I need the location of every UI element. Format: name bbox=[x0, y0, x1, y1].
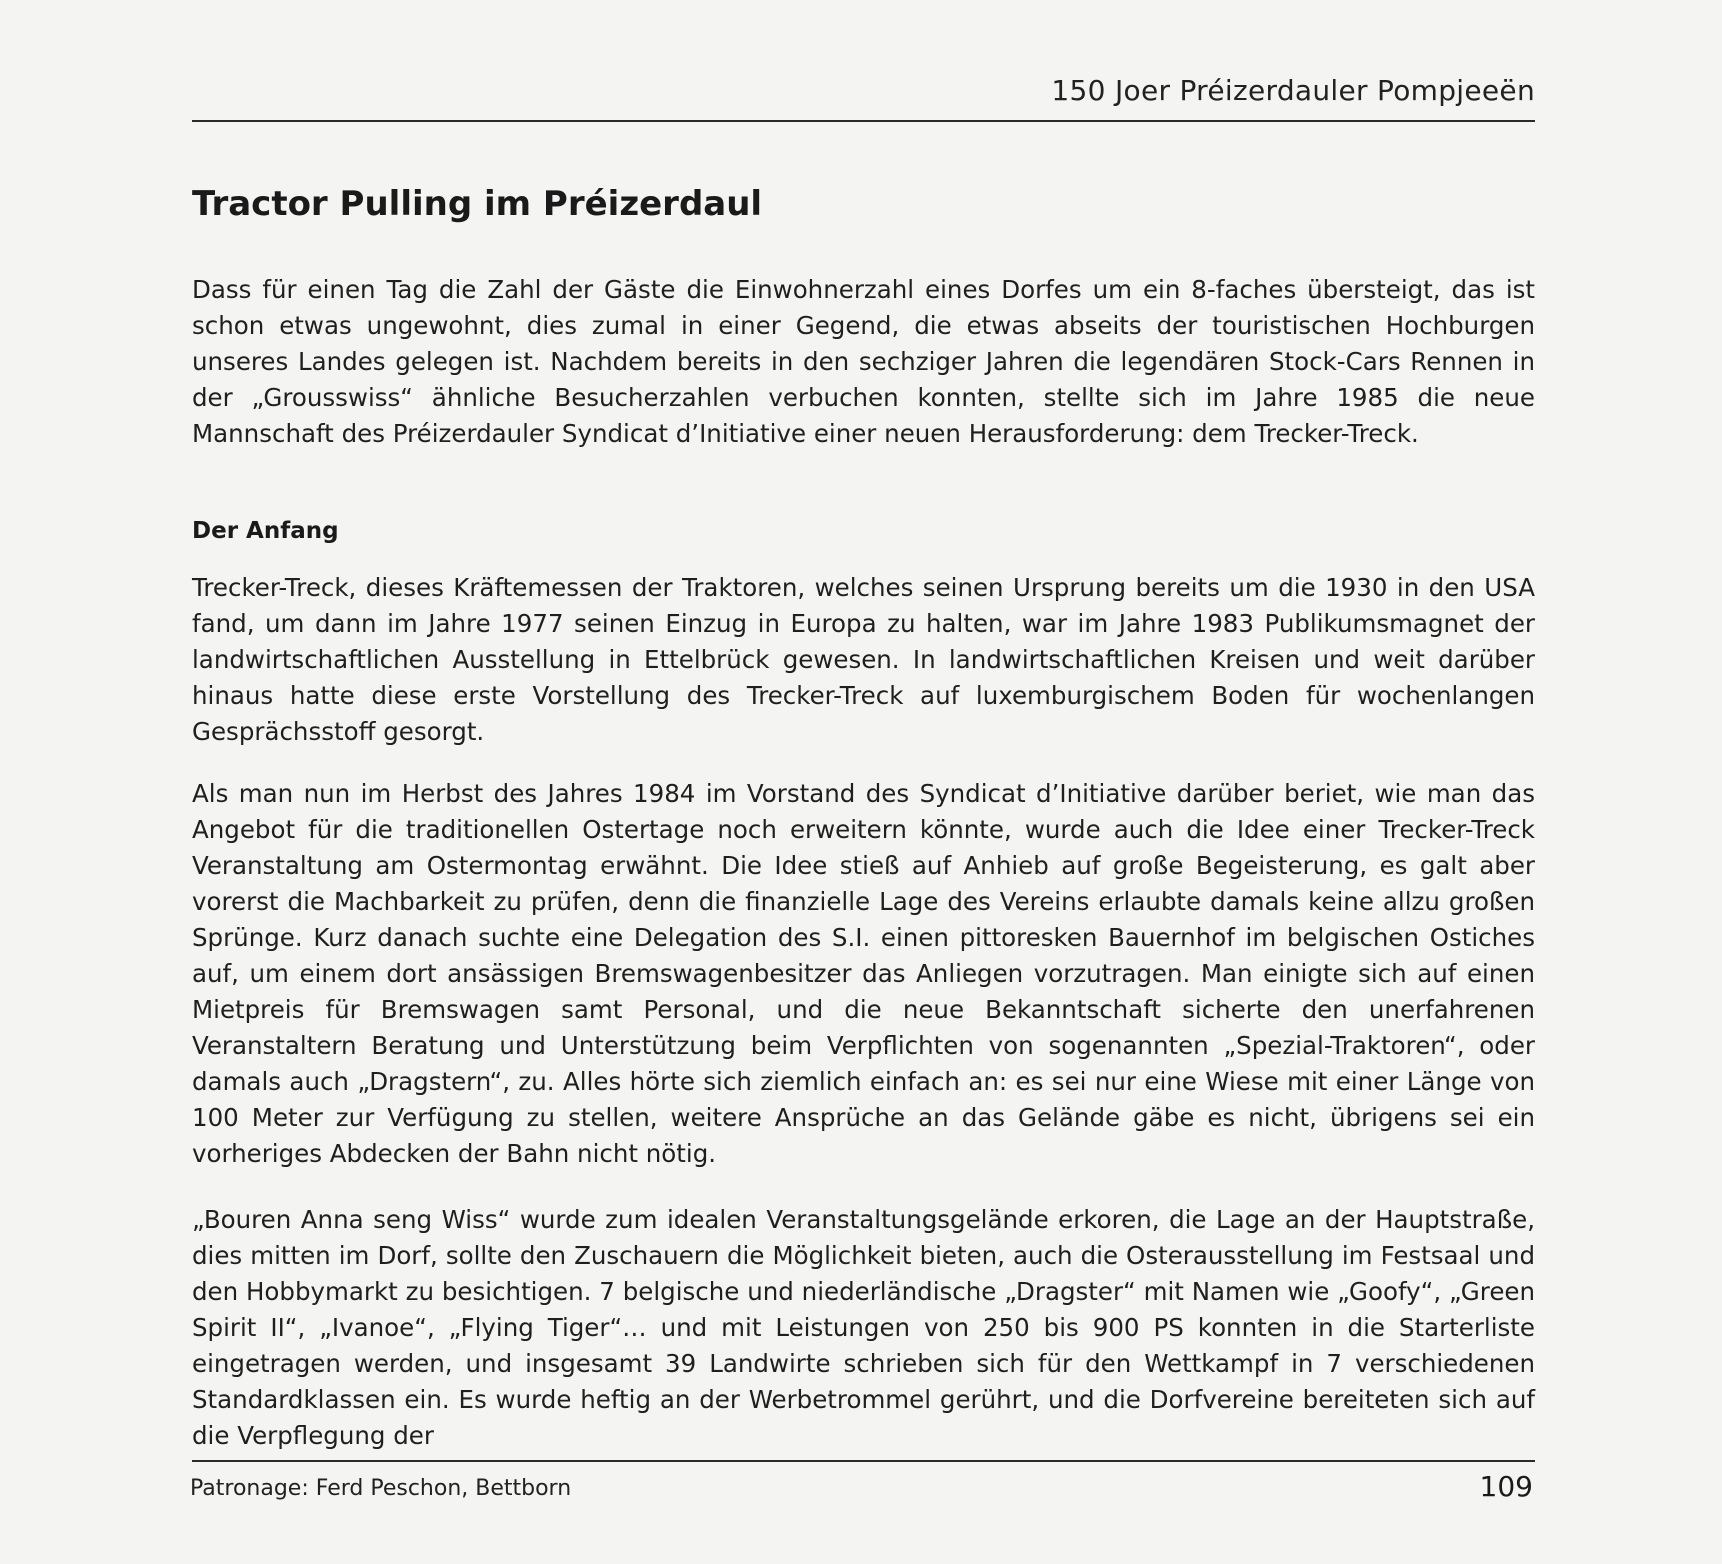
body-paragraph-1: Trecker-Treck, dieses Kräftemessen der Traktoren, welches seinen Ursprung bereits um die 1930 in den USA fand, um dann im Jahre 1977 seinen Einzug in Europa zu halten, war im Jahre 1983 Publikumsmagnet der landwirtschaftlichen Ausstellung in Ettelbrück gewesen. In landwirtschaftlichen Kreisen und weit darüber hinaus hatte diese erste Vorstellung des Trecker-Treck auf luxemburgischem Boden für wochenlangen Gesprächsstoff gesorgt. bbox=[192, 573, 1535, 746]
running-header: 150 Joer Préizerdauler Pompjeeën bbox=[1051, 74, 1535, 107]
intro-paragraph: Dass für einen Tag die Zahl der Gäste die Einwohnerzahl eines Dorfes um ein 8-faches übersteigt, das ist schon etwas ungewohnt, dies zumal in einer Gegend, die etwas abseits der touristischen Hochburgen unseres Landes gelegen ist. Nachdem bereits in den sechziger Jahren die legendären Stock-Cars Rennen in der „Grousswiss“ ähnliche Besucherzahlen verbuchen konnten, stellte sich im Jahre 1985 die neue Mannschaft des Préizerdauler Syndicat d’Initiative einer neuen Herausforderung: dem Trecker-Treck. bbox=[192, 275, 1535, 448]
footer-sponsor: Patronage: Ferd Peschon, Bettborn bbox=[190, 1476, 572, 1501]
footer-rule bbox=[192, 1460, 1535, 1462]
section-heading: Der Anfang bbox=[192, 518, 339, 544]
header-rule bbox=[192, 120, 1535, 122]
body-paragraph-3: „Bouren Anna seng Wiss“ wurde zum idealen Veranstaltungsgelände erkoren, die Lage an der Hauptstraße, dies mitten im Dorf, sollte den Zuschauern die Möglichkeit bieten, auch die Osterausstellung im Festsaal und den Hobbymarkt zu besichtigen. 7 belgische und niederländische „Dragster“ mit Namen wie „Goofy“, „Green Spirit II“, „Ivanoe“, „Flying Tiger“… und mit Leistungen von 250 bis 900 PS konnten in die Starterliste eingetragen werden, und insgesamt 39 Landwirte schrieben sich für den Wettkampf in 7 verschiedenen Standardklassen ein. Es wurde heftig an der Werbetrommel gerührt, und die Dorfvereine bereiteten sich auf die Verpflegung der bbox=[192, 1205, 1535, 1450]
body-paragraph-2: Als man nun im Herbst des Jahres 1984 im Vorstand des Syndicat d’Initiative darüber beriet, wie man das Angebot für die traditionellen Ostertage noch erweitern könnte, wurde auch die Idee einer Trecker-Treck Veranstaltung am Ostermontag erwähnt. Die Idee stieß auf Anhieb auf große Begeisterung, es galt aber vorerst die Machbarkeit zu prüfen, denn die finanzielle Lage des Vereins erlaubte damals keine allzu großen Sprünge. Kurz danach suchte eine Delegation des S.I. einen pittoresken Bauernhof im belgischen Ostiches auf, um einem dort ansässigen Bremswagenbesitzer das Anliegen vorzutragen. Man einigte sich auf einen Mietpreis für Bremswagen samt Personal, und die neue Bekanntschaft sicherte den unerfahrenen Veranstaltern Beratung und Unterstützung beim Verpflichten von sogenannten „Spezial-Traktoren“, oder damals auch „Dragstern“, zu. Alles hörte sich ziemlich einfach an: es sei nur eine Wiese mit einer Länge von 100 Meter zur Verfügung zu stellen, weitere Ansprüche an das Gelände gäbe es nicht, übrigens sei ein vorheriges Abdecken der Bahn nicht nötig. bbox=[192, 779, 1535, 1168]
page-number: 109 bbox=[1479, 1470, 1533, 1503]
article-title: Tractor Pulling im Préizerdaul bbox=[192, 184, 763, 224]
